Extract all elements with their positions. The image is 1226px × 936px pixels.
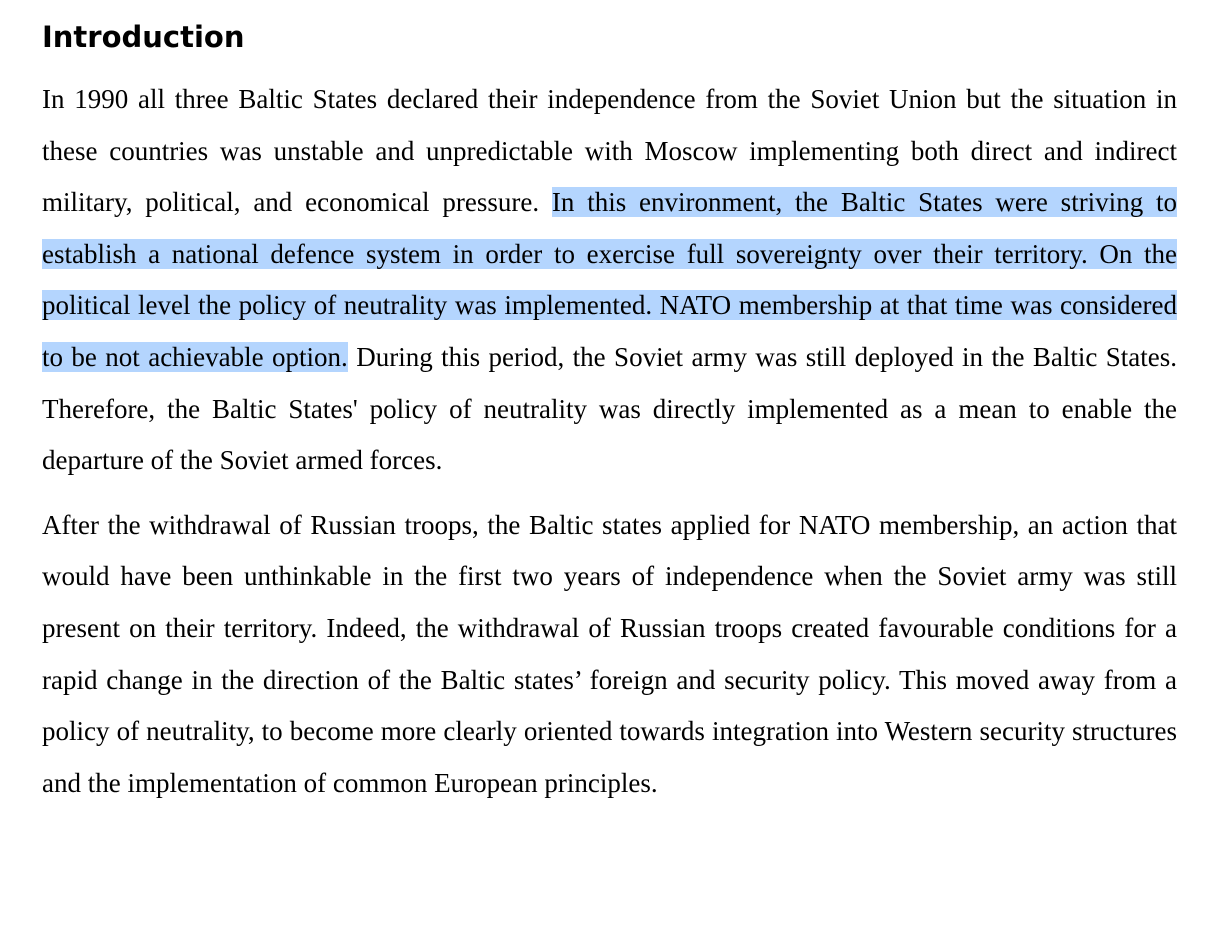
section-heading: Introduction	[42, 20, 245, 54]
paragraph-1-text-after-selection[interactable]: During this period, the Soviet army was still deployed in the Baltic States. Therefore, the Baltic States' policy of neutrality was directly implemented as a mean to enable the departure of the Soviet armed forces.	[42, 341, 1177, 476]
paragraph-2-text[interactable]: After the withdrawal of Russian troops, the Baltic states applied for NATO membership, an action that would have been unthinkable in the first two years of independence when the Soviet army was still present on their territory. Indeed, the withdrawal of Russian troops created favourable conditions for a rapid change in the direction of the Baltic states’ foreign and security policy. This moved away from a policy of neutrality, to become more clearly oriented towards integration into Western security structures and the implementation of common European principles.	[42, 509, 1177, 798]
paragraph-1[interactable]	[42, 74, 1177, 487]
document-page	[42, 14, 1177, 809]
paragraph-1-text-before-selection[interactable]: In 1990 all three Baltic States declared their independence from the Soviet Union but the situation in these countries was unstable and unpredictable with Moscow implementing both direct and indirect military, political, and economical pressure.	[42, 84, 1177, 218]
paragraph-2[interactable]	[42, 500, 1177, 810]
selected-text-highlight[interactable]: In this environment, the Baltic States were striving to establish a national defence system in order to exercise full sovereignty over their territory. On the political level the policy of neutrality was implemented. NATO membership at that time was considered to be not achievable option.	[42, 187, 1177, 372]
